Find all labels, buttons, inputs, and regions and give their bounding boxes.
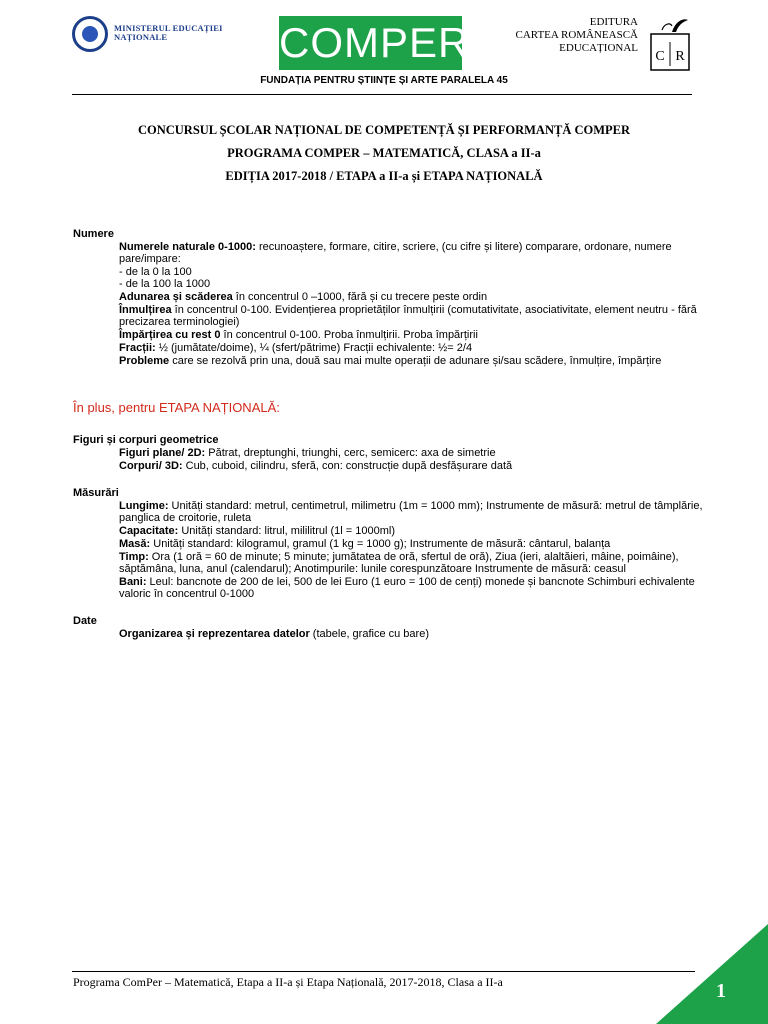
title-edition: EDIȚIA 2017-2018 / ETAPA a II-a și ETAPA NAȚIONALĂ (225, 169, 543, 183)
footer-text: Programa ComPer – Matematică, Etapa a II-a și Etapa Națională, 2017-2018, Clasa a II-a (73, 975, 503, 989)
list-item: Lungime: Unități standard: metrul, centimetrul, milimetru (1m = 1000 mm); Instrumente de măsură: metrul de tâmplărie, panglica de croitorie, ruleta (119, 500, 703, 524)
list-item: Împărțirea cu rest 0 în concentrul 0-100. Proba înmulțirii. Proba împărțirii (119, 329, 478, 341)
title-contest: CONCURSUL ȘCOLAR NAȚIONAL DE COMPETENȚĂ ȘI PERFORMANȚĂ COMPER (137, 123, 631, 137)
list-item: Organizarea și reprezentarea datelor (tabele, grafice cu bare) (119, 628, 429, 640)
section-heading-numere: Numere (73, 228, 114, 240)
publisher-line-1: EDITURA (589, 16, 638, 28)
foundation-name: FUNDAȚIA PENTRU ȘTIINȚE ȘI ARTE PARALELA 45 (260, 75, 508, 86)
syllabus-content (73, 228, 703, 641)
ministry-line-2: NAȚIONALE (114, 32, 168, 42)
list-item: Numerele naturale 0-1000: recunoaștere, formare, citire, scriere, (cu cifre și litere) comparare, ordonare, numere pare/impare: (119, 241, 672, 265)
comper-logo (279, 16, 470, 70)
list-item: Timp: Ora (1 oră = 60 de minute; 5 minute; jumătatea de oră, sfertul de oră), Ziua (ieri, alaltăieri, mâine, poimâine), săptămâna, luna, anul (calendarul); Anotimpurile: lunile corespunzătoare Instrumente de măsură: ceasul (119, 551, 679, 575)
cr-letter-r: R (675, 49, 685, 64)
list-item: - de la 100 la 1000 (119, 278, 211, 290)
figuri-list (73, 447, 703, 472)
list-item: Înmulțirea în concentrul 0-100. Evidențierea proprietăților înmulțirii (comutativitate, asociativitate, element neutru - fără precizarea terminologiei) (119, 304, 697, 328)
header-rule (72, 94, 692, 95)
list-item: - de la 0 la 100 (119, 266, 192, 278)
footer-rule (72, 971, 695, 972)
numere-list (73, 241, 703, 367)
list-item: Adunarea și scăderea în concentrul 0 –1000, fără și cu trecere peste ordin (119, 291, 488, 303)
page-corner-triangle (656, 924, 768, 1024)
comper-logo-text: COMPER (279, 19, 470, 66)
publisher-name (516, 16, 639, 55)
list-item: Corpuri/ 3D: Cub, cuboid, cilindru, sferă, con: construcție după desfășurare dată (119, 460, 513, 472)
list-item: Capacitate: Unități standard: litrul, mililitrul (1l = 1000ml) (119, 525, 396, 537)
list-item: Masă: Unități standard: kilogramul, gramul (1 kg = 1000 g); Instrumente de măsură: cântarul, balanța (119, 538, 611, 550)
cr-letter-c: C (655, 49, 665, 64)
publisher-line-2: CARTEA ROMÂNEASCĂ (515, 29, 638, 41)
ministry-name (114, 24, 223, 42)
date-list (73, 628, 703, 640)
section-heading-figuri: Figuri și corpuri geometrice (73, 434, 219, 446)
masurari-list (73, 500, 703, 600)
ministry-logo (72, 16, 108, 52)
title-program: PROGRAMA COMPER – MATEMATICĂ, CLASA a II-a (227, 146, 541, 160)
national-stage-heading: În plus, pentru ETAPA NAȚIONALĂ: (73, 400, 280, 415)
page-number: 1 (716, 980, 726, 1002)
document-titles (0, 122, 768, 191)
list-item: Figuri plane/ 2D: Pătrat, dreptunghi, triunghi, cerc, semicerc: axa de simetrie (119, 447, 496, 459)
list-item: Probleme care se rezolvă prin una, două sau mai multe operații de adunare și/sau scădere, înmulțire, împărțire (119, 355, 662, 367)
section-heading-masurari: Măsurări (73, 487, 119, 499)
publisher-line-3: EDUCAȚIONAL (559, 42, 638, 54)
section-heading-date: Date (73, 615, 97, 627)
list-item: Bani: Leul: bancnote de 200 de lei, 500 de lei Euro (1 euro = 100 de cenți) monede și bancnote Schimburi echivalente valoric în concentrul 0-1000 (119, 576, 695, 600)
cr-publisher-logo (650, 16, 690, 72)
list-item: Fracții: ½ (jumătate/doime), ¼ (sfert/pătrime) Fracții echivalente: ½= 2/4 (119, 342, 473, 354)
ministry-line-1: MINISTERUL EDUCAȚIEI (114, 23, 223, 33)
